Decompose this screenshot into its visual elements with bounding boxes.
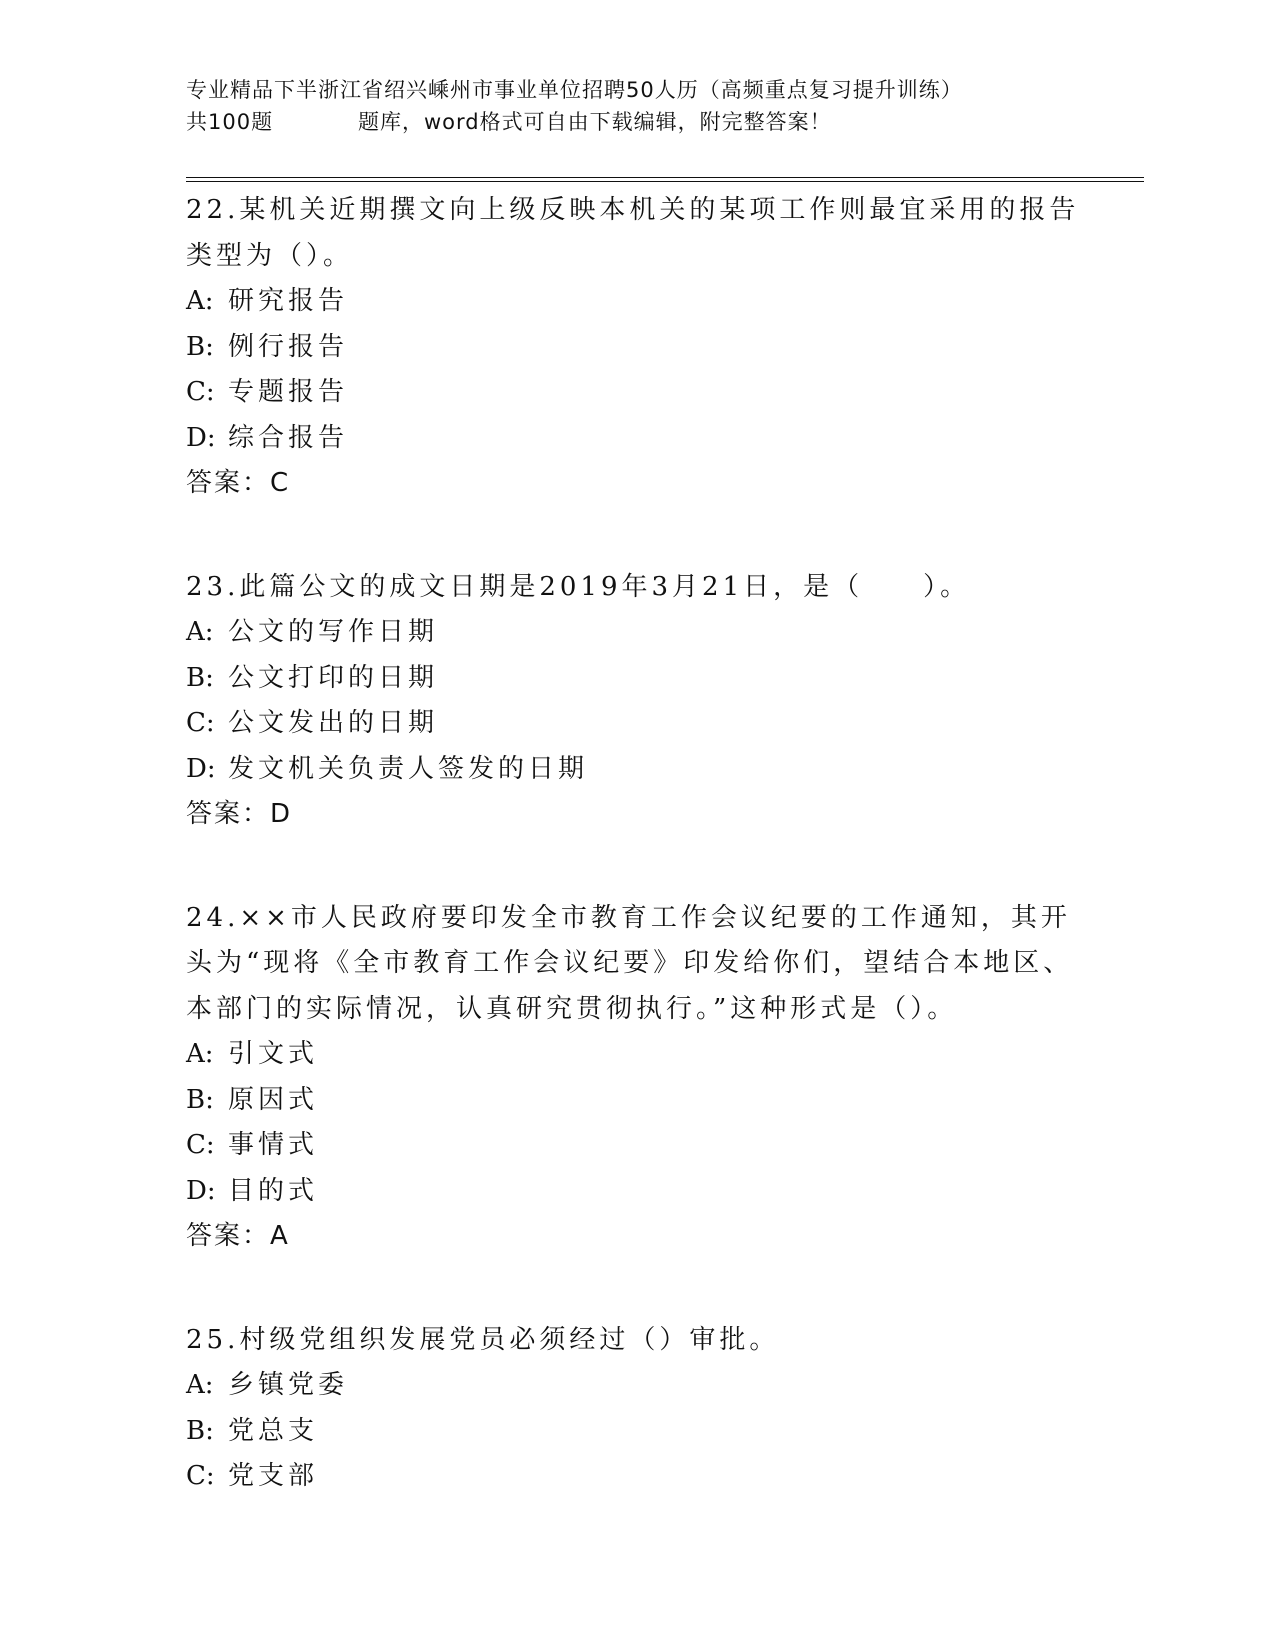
option-text: 党支部	[228, 1461, 319, 1491]
answer-line: 答案：C	[186, 468, 291, 498]
option-c	[186, 1454, 1086, 1500]
option-letter: B:	[186, 1084, 214, 1115]
answer-line: 答案：A	[186, 1221, 290, 1251]
option-c	[186, 701, 1086, 747]
option-text: 乡镇党委	[228, 1370, 349, 1400]
question-stem: 23.此篇公文的成文日期是2019年3月21日，是（ ）。	[186, 571, 971, 602]
option-text: 引文式	[228, 1039, 319, 1069]
option-b	[186, 656, 1086, 702]
option-letter: C:	[186, 708, 215, 738]
question-list	[186, 188, 1086, 1510]
document-header	[186, 74, 1116, 138]
option-letter: C:	[186, 1130, 215, 1160]
header-question-count: 共100题	[186, 110, 274, 134]
option-letter: B:	[186, 1415, 214, 1446]
option-letter: A:	[186, 1039, 214, 1069]
option-letter: D:	[186, 753, 216, 784]
option-c	[186, 370, 1086, 416]
question-stem: 22.某机关近期撰文向上级反映本机关的某项工作则最宜采用的报告类型为（）。	[186, 195, 1080, 271]
option-a	[186, 1032, 1086, 1078]
option-a	[186, 610, 1086, 656]
option-letter: A:	[186, 617, 214, 647]
option-letter: C:	[186, 1461, 215, 1491]
option-text: 原因式	[228, 1084, 319, 1115]
option-letter: D:	[186, 422, 216, 453]
header-divider-top	[186, 177, 1144, 178]
option-b	[186, 1078, 1086, 1124]
header-title-line: 专业精品下半浙江省绍兴嵊州市事业单位招聘50人历（高频重点复习提升训练）	[186, 78, 963, 102]
header-description: 题库，word格式可自由下载编辑，附完整答案！	[358, 110, 832, 134]
option-text: 公文发出的日期	[228, 708, 439, 738]
option-b	[186, 1409, 1086, 1455]
option-text: 例行报告	[228, 331, 349, 362]
option-b	[186, 325, 1086, 371]
option-text: 公文的写作日期	[228, 617, 439, 647]
option-letter: D:	[186, 1175, 216, 1206]
answer-line: 答案：D	[186, 799, 293, 829]
option-a	[186, 279, 1086, 325]
option-d	[186, 747, 1086, 793]
question-stem: 25.村级党组织发展党员必须经过（）审批。	[186, 1324, 780, 1355]
option-text: 研究报告	[228, 286, 349, 316]
header-subtitle-line	[186, 106, 1116, 138]
option-text: 公文打印的日期	[228, 662, 439, 693]
header-divider-bottom	[186, 181, 1144, 182]
question-22	[186, 188, 1086, 507]
option-text: 综合报告	[228, 422, 349, 453]
option-a	[186, 1363, 1086, 1409]
question-23	[186, 565, 1086, 838]
option-text: 发文机关负责人签发的日期	[228, 753, 589, 784]
option-text: 专题报告	[228, 377, 349, 407]
option-text: 事情式	[228, 1130, 319, 1160]
question-stem: 24.××市人民政府要印发全市教育工作会议纪要的工作通知，其开头为“现将《全市教育工作会议纪要》印发给你们，望结合本地区、本部门的实际情况，认真研究贯彻执行。”这种形式是（）。	[186, 902, 1074, 1024]
option-letter: C:	[186, 377, 215, 407]
question-24	[186, 896, 1086, 1260]
option-letter: A:	[186, 1370, 214, 1400]
option-letter: A:	[186, 286, 214, 316]
option-d	[186, 1169, 1086, 1215]
question-25	[186, 1318, 1086, 1500]
option-letter: B:	[186, 662, 214, 693]
option-letter: B:	[186, 331, 214, 362]
option-text: 党总支	[228, 1415, 319, 1446]
option-d	[186, 416, 1086, 462]
option-text: 目的式	[228, 1175, 319, 1206]
option-c	[186, 1123, 1086, 1169]
